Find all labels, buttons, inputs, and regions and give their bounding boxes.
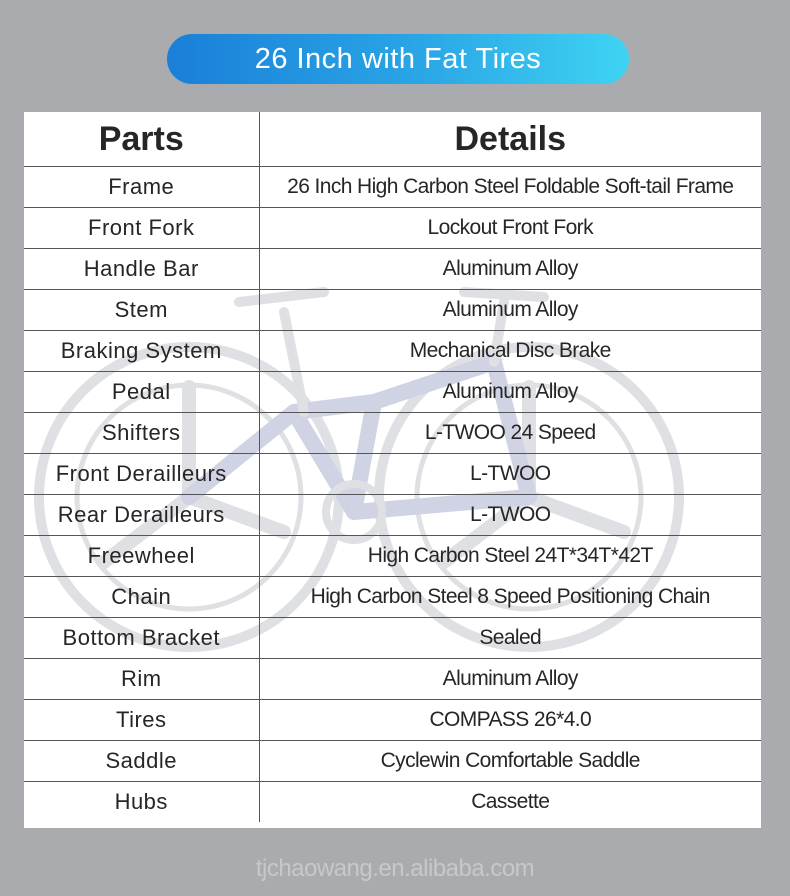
table-row — [24, 290, 761, 331]
table-row — [24, 618, 761, 659]
detail-cell: Aluminum Alloy — [259, 659, 761, 700]
table-row — [24, 659, 761, 700]
table-row — [24, 413, 761, 454]
spec-table — [24, 112, 761, 822]
table-row — [24, 208, 761, 249]
part-cell: Front Fork — [24, 208, 259, 249]
table-row — [24, 454, 761, 495]
part-cell: Front Derailleurs — [24, 454, 259, 495]
part-cell: Rim — [24, 659, 259, 700]
detail-cell: Sealed — [259, 618, 761, 659]
part-cell: Tires — [24, 700, 259, 741]
table-row — [24, 700, 761, 741]
part-cell: Bottom Bracket — [24, 618, 259, 659]
table-header-row — [24, 112, 761, 167]
table-row — [24, 536, 761, 577]
part-cell: Handle Bar — [24, 249, 259, 290]
header-details: Details — [259, 112, 761, 167]
detail-cell: 26 Inch High Carbon Steel Foldable Soft-tail Frame — [259, 167, 761, 208]
detail-cell: L-TWOO — [259, 454, 761, 495]
part-cell: Pedal — [24, 372, 259, 413]
detail-cell: Cassette — [259, 782, 761, 823]
detail-cell: Aluminum Alloy — [259, 372, 761, 413]
part-cell: Braking System — [24, 331, 259, 372]
detail-cell: Mechanical Disc Brake — [259, 331, 761, 372]
part-cell: Hubs — [24, 782, 259, 823]
spec-sheet — [24, 112, 761, 828]
table-row — [24, 249, 761, 290]
detail-cell: Aluminum Alloy — [259, 290, 761, 331]
table-row — [24, 782, 761, 823]
header-parts: Parts — [24, 112, 259, 167]
part-cell: Chain — [24, 577, 259, 618]
detail-cell: Cyclewin Comfortable Saddle — [259, 741, 761, 782]
part-cell: Stem — [24, 290, 259, 331]
detail-cell: High Carbon Steel 24T*34T*42T — [259, 536, 761, 577]
part-cell: Freewheel — [24, 536, 259, 577]
detail-cell: L-TWOO 24 Speed — [259, 413, 761, 454]
part-cell: Frame — [24, 167, 259, 208]
table-row — [24, 495, 761, 536]
detail-cell: Lockout Front Fork — [259, 208, 761, 249]
detail-cell: COMPASS 26*4.0 — [259, 700, 761, 741]
table-row — [24, 577, 761, 618]
part-cell: Shifters — [24, 413, 259, 454]
detail-cell: High Carbon Steel 8 Speed Positioning Chain — [259, 577, 761, 618]
detail-cell: Aluminum Alloy — [259, 249, 761, 290]
table-row — [24, 167, 761, 208]
detail-cell: L-TWOO — [259, 495, 761, 536]
title-banner — [167, 34, 629, 84]
table-row — [24, 331, 761, 372]
site-url-watermark: tjchaowang.en.alibaba.com — [255, 855, 535, 882]
part-cell: Saddle — [24, 741, 259, 782]
part-cell: Rear Derailleurs — [24, 495, 259, 536]
table-row — [24, 372, 761, 413]
table-row — [24, 741, 761, 782]
banner-title: 26 Inch with Fat Tires — [254, 42, 542, 75]
